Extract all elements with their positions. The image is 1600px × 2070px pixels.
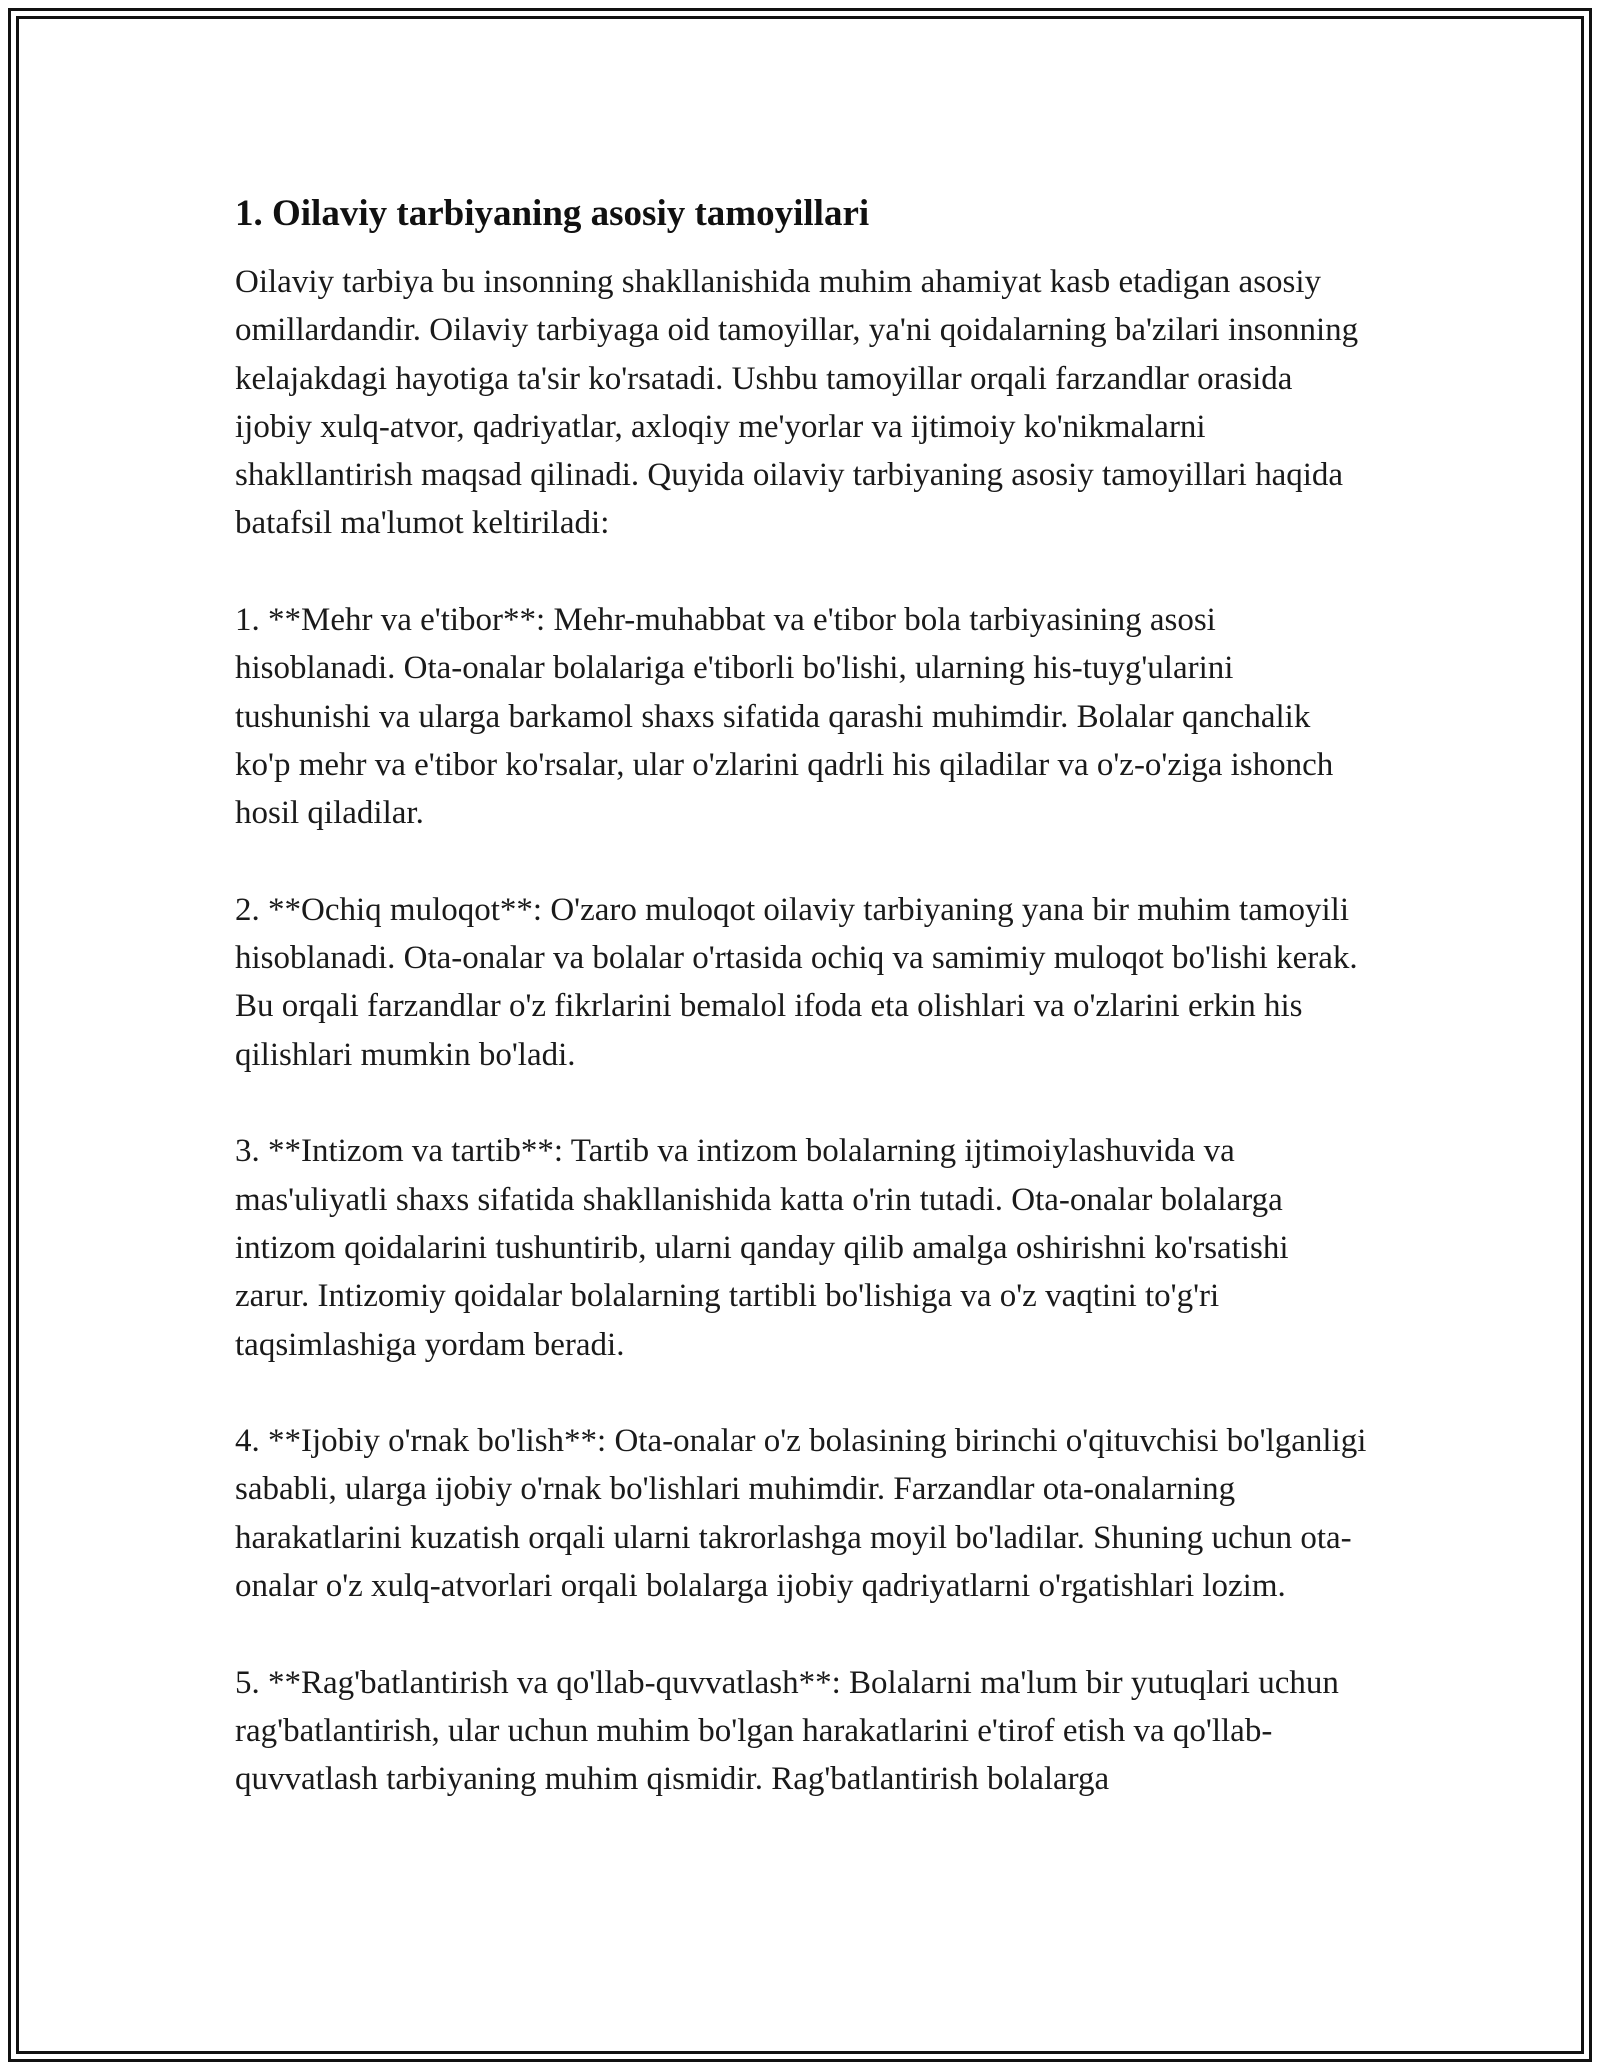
principle-paragraph-4: 4. **Ijobiy o'rnak bo'lish**: Ota-onalar o'z bolasining birinchi o'qituvchisi bo'lganligi sababli, ularga ijobiy o'rnak bo'lishlari muhimdir. Farzandlar ota-onalarning harakatlarini kuzatish orqali ularni takrorlashga moyil bo'ladilar. Shuning uchun ota-onalar o'z xulq-atvorlari orqali bolalarga ijobiy qadriyatlarni o'rgatishlari lozim. bbox=[235, 1423, 1367, 1605]
intro-paragraph: Oilaviy tarbiya bu insonning shakllanishida muhim ahamiyat kasb etadigan asosiy omillardandir. Oilaviy tarbiyaga oid tamoyillar, ya'ni qoidalarning ba'zilari insonning kelajakdagi hayotiga ta'sir ko'rsatadi. Ushbu tamoyillar orqali farzandlar orasida ijobiy xulq-atvor, qadriyatlar, axloqiy me'yorlar va ijtimoiy ko'nikmalarni shakllantirish maqsad qilinadi. Quyida oilaviy tarbiyaning asosiy tamoyillari haqida batafsil ma'lumot keltiriladi: bbox=[235, 264, 1359, 542]
document-body bbox=[235, 188, 1370, 1852]
principle-paragraph-3: 3. **Intizom va tartib**: Tartib va intizom bolalarning ijtimoiylashuvida va mas'uliyatli shaxs sifatida shakllanishida katta o'rin tutadi. Ota-onalar bolalarga intizom qoidalarini tushuntirib, ularni qanday qilib amalga oshirishni ko'rsatishi zarur. Intizomiy qoidalar bolalarning tartibli bo'lishiga va o'z vaqtini to'g'ri taqsimlashiga yordam beradi. bbox=[235, 1133, 1289, 1363]
principle-paragraph-2: 2. **Ochiq muloqot**: O'zaro muloqot oilaviy tarbiyaning yana bir muhim tamoyili hisoblanadi. Ota-onalar va bolalar o'rtasida ochiq va samimiy muloqot bo'lishi kerak. Bu orqali farzandlar o'z fikrlarini bemalol ifoda eta olishlari va o'zlarini erkin his qilishlari mumkin bo'ladi. bbox=[235, 891, 1358, 1073]
principle-paragraph-1: 1. **Mehr va e'tibor**: Mehr-muhabbat va e'tibor bola tarbiyasining asosi hisoblanadi. Ota-onalar bolalariga e'tiborli bo'lishi, ularning his-tuyg'ularini tushunishi va ularga barkamol shaxs sifatida qarashi muhimdir. Bolalar qanchalik ko'p mehr va e'tibor ko'rsalar, ular o'zlarini qadrli his qiladilar va o'z-o'ziga ishonch hosil qiladilar. bbox=[235, 602, 1334, 832]
document-title: 1. Oilaviy tarbiyaning asosiy tamoyillari bbox=[235, 193, 870, 234]
principle-paragraph-5: 5. **Rag'batlantirish va qo'llab-quvvatlash**: Bolalarni ma'lum bir yutuqlari uchun rag'batlantirish, ular uchun muhim bo'lgan harakatlarini e'tirof etish va qo'llab-quvvatlash tarbiyaning muhim qismidir. Rag'batlantirish bolalarga bbox=[235, 1664, 1339, 1798]
